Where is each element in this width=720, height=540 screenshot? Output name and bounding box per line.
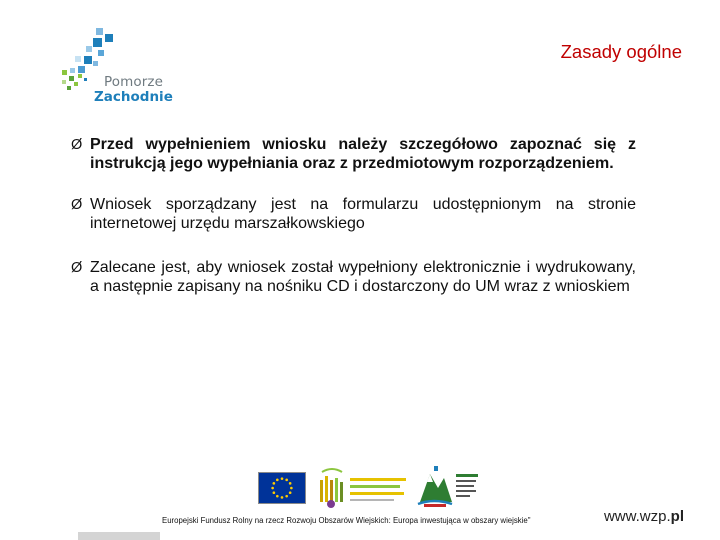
logo-text-pomorze: Pomorze	[104, 74, 163, 90]
website-suffix: pl	[670, 508, 684, 525]
bullet-text-3: Zalecane jest, aby wniosek został wypełniony elektronicznie i wydrukowany, a następnie zapisany na nośniku CD i dostarczony do UM wraz z wnioskiem	[90, 258, 636, 295]
footer-caption: Europejski Fundusz Rolny na rzecz Rozwoju Obszarów Wiejskich: Europa inwestująca w obszary wiejskie"	[162, 516, 531, 525]
pomorze-zachodnie-logo	[58, 26, 178, 108]
bullet-text-2: Wniosek sporządzany jest na formularzu udostępnionym na stronie internetowej urzędu marszałkowskiego	[90, 196, 636, 233]
bullet-arrow-icon: Ø	[71, 197, 83, 214]
bullet-item-3	[72, 259, 636, 296]
bullet-item-2	[72, 196, 636, 233]
logo-text-zachodnie: Zachodnie	[94, 89, 173, 105]
bottom-decoration-bar	[78, 532, 160, 540]
bullet-list	[72, 136, 636, 324]
website-link[interactable]	[604, 508, 684, 525]
bullet-arrow-icon: Ø	[71, 137, 83, 153]
bullet-item-1	[72, 136, 636, 173]
eu-flag-icon	[258, 472, 306, 504]
bullet-text-1: Przed wypełnieniem wniosku należy szczegółowo zapoznać się z instrukcją jego wypełniania oraz z przedmiotowym rozporządzeniem.	[90, 136, 636, 172]
footer-logos	[256, 462, 482, 512]
bullet-arrow-icon: Ø	[71, 259, 83, 276]
website-prefix: www.wzp.	[603, 508, 671, 525]
slide-title: Zasady ogólne	[560, 41, 682, 62]
leader-logo-icon	[314, 466, 410, 510]
prow-logo-icon	[416, 464, 482, 510]
